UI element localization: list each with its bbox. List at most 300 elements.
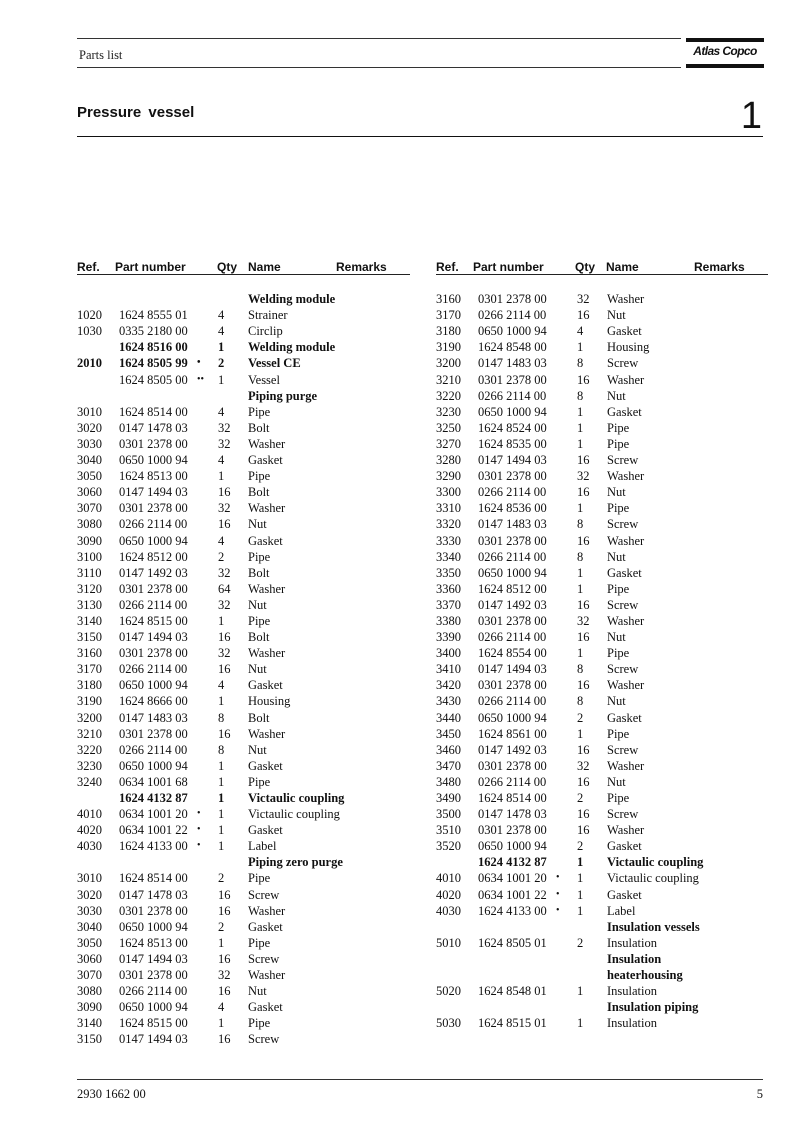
cell-name: Nut: [248, 742, 267, 757]
cell-ref: 3150: [77, 630, 102, 645]
cell-part-number: 0301 2378 00: [478, 613, 547, 628]
cell-part-number: 0147 1492 03: [478, 597, 547, 612]
cell-name: Washer: [607, 613, 645, 628]
cell-ref: 3130: [77, 597, 102, 612]
cell-ref: 3340: [436, 549, 461, 564]
cell-qty: 1: [218, 372, 225, 387]
cell-part-number: 1624 8512 00: [119, 549, 188, 564]
cell-qty: 2: [218, 871, 225, 886]
cell-part-number: 0301 2378 00: [119, 581, 188, 596]
cell-part-number: 0147 1483 03: [478, 356, 547, 371]
cell-name: Gasket: [248, 678, 283, 693]
col-header-qty: Qty: [217, 260, 238, 274]
table-row: [436, 565, 768, 581]
cell-name: Washer: [607, 533, 645, 548]
cell-name: Pipe: [248, 774, 271, 789]
cell-part-number: 0266 2114 00: [478, 308, 547, 323]
section-number: 1: [740, 95, 762, 137]
table-row: [77, 710, 410, 726]
cell-name: Pipe: [607, 726, 630, 741]
cell-part-number: 0147 1494 03: [119, 1032, 188, 1047]
table-row: [436, 951, 768, 967]
cell-part-number: 1624 8524 00: [478, 420, 547, 435]
cell-name: Nut: [248, 517, 267, 532]
cell-name: Nut: [607, 388, 626, 403]
cell-part-number: 0147 1492 03: [119, 565, 188, 580]
cell-qty: 1: [218, 791, 225, 805]
cell-qty: 4: [577, 324, 584, 339]
cell-ref: 3030: [77, 903, 102, 918]
table-row: [77, 951, 410, 967]
cell-part-number: 0301 2378 00: [478, 469, 547, 484]
cell-qty: 1: [218, 807, 225, 822]
table-row: [77, 806, 410, 822]
cell-part-number: 1624 8514 00: [478, 791, 547, 805]
cell-ref: 3320: [436, 517, 461, 532]
table-row: [436, 291, 768, 307]
cell-ref: 3220: [77, 742, 102, 757]
col-header-ref: Ref.: [436, 260, 459, 274]
cell-part-number: 0650 1000 94: [478, 565, 547, 580]
header-rule-top: [77, 38, 681, 39]
cell-part-number: 1624 4133 00: [478, 903, 547, 918]
cell-qty: 16: [577, 485, 590, 500]
cell-part-number: 0147 1478 03: [119, 887, 188, 902]
table-row: [436, 854, 768, 870]
cell-qty: 1: [577, 581, 584, 596]
cell-name: Washer: [607, 292, 645, 307]
table-row: [77, 1031, 410, 1047]
table-row: [436, 484, 768, 500]
cell-part-number: 0650 1000 94: [478, 710, 547, 725]
cell-ref: 3500: [436, 807, 461, 822]
table-row: [436, 806, 768, 822]
cell-ref: 3350: [436, 565, 461, 580]
cell-name: Gasket: [607, 887, 642, 902]
cell-part-number: 0266 2114 00: [478, 694, 547, 709]
cell-name: Washer: [607, 678, 645, 693]
table-row: [77, 822, 410, 838]
cell-qty: 32: [577, 758, 590, 773]
cell-qty: 8: [577, 549, 584, 564]
cell-name: Nut: [248, 984, 267, 999]
table-row: [77, 565, 410, 581]
cell-ref: 3430: [436, 694, 461, 709]
cell-name: Bolt: [248, 630, 270, 645]
cell-part-number: 0147 1483 03: [119, 710, 188, 725]
table-row: [436, 677, 768, 693]
cell-name: Strainer: [248, 308, 288, 323]
cell-marker: •: [197, 808, 201, 820]
cell-qty: 8: [577, 662, 584, 677]
cell-qty: 1: [577, 871, 584, 886]
cell-name: Welding module: [248, 292, 336, 307]
cell-qty: 16: [218, 485, 231, 500]
cell-part-number: 0634 1001 68: [119, 774, 188, 789]
cell-part-number: 0266 2114 00: [119, 517, 188, 532]
cell-part-number: 1624 8561 00: [478, 726, 547, 741]
cell-part-number: 0650 1000 94: [478, 324, 547, 339]
cell-qty: 32: [218, 968, 231, 983]
table-row: [436, 887, 768, 903]
table-row: [436, 919, 768, 935]
cell-ref: 4030: [436, 903, 461, 918]
cell-part-number: 1624 8535 00: [478, 436, 547, 451]
table-row: [77, 307, 410, 323]
table-row: [77, 919, 410, 935]
table-row: [77, 629, 410, 645]
table-row: [77, 726, 410, 742]
cell-ref: 3170: [436, 308, 461, 323]
cell-name: Pipe: [248, 469, 271, 484]
cell-qty: 16: [577, 742, 590, 757]
table-row: [77, 388, 410, 404]
cell-ref: 3330: [436, 533, 461, 548]
table-header-right: [436, 258, 768, 275]
cell-qty: 32: [218, 501, 231, 516]
cell-ref: 1020: [77, 308, 102, 323]
cell-part-number: 0650 1000 94: [478, 404, 547, 419]
cell-ref: 3110: [77, 565, 102, 580]
cell-name: Gasket: [248, 533, 283, 548]
cell-ref: 3190: [77, 694, 102, 709]
table-row: [436, 581, 768, 597]
parts-table-left: [77, 258, 410, 1048]
cell-name: Vessel CE: [248, 356, 301, 371]
cell-ref: 3230: [436, 404, 461, 419]
table-row: [77, 549, 410, 565]
table-row: [77, 323, 410, 339]
footer-rule: [77, 1079, 763, 1080]
cell-part-number: 0301 2378 00: [119, 436, 188, 451]
cell-name: Gasket: [607, 710, 642, 725]
cell-qty: 2: [218, 549, 225, 564]
cell-qty: 1: [577, 340, 584, 355]
cell-qty: 8: [577, 517, 584, 532]
cell-ref: 3080: [77, 984, 102, 999]
cell-qty: 1: [218, 340, 225, 355]
cell-name: Piping zero purge: [248, 855, 343, 870]
cell-part-number: 0147 1494 03: [119, 951, 188, 966]
cell-qty: 1: [218, 613, 225, 628]
cell-part-number: 0301 2378 00: [119, 646, 188, 661]
table-row: [77, 452, 410, 468]
cell-qty: 1: [218, 935, 225, 950]
table-row: [436, 661, 768, 677]
cell-ref: 3280: [436, 453, 461, 468]
cell-ref: 3010: [77, 871, 102, 886]
cell-qty: 32: [218, 420, 231, 435]
cell-marker: •: [556, 888, 560, 900]
cell-name: Nut: [607, 485, 626, 500]
cell-qty: 16: [218, 517, 231, 532]
cell-part-number: 0147 1494 03: [478, 453, 547, 468]
table-row: [436, 822, 768, 838]
cell-part-number: 0301 2378 00: [478, 823, 547, 838]
cell-part-number: 0147 1492 03: [478, 742, 547, 757]
table-row: [436, 452, 768, 468]
cell-ref: 3100: [77, 549, 102, 564]
table-row: [77, 790, 410, 806]
cell-part-number: 0650 1000 94: [119, 533, 188, 548]
cell-ref: 3040: [77, 453, 102, 468]
cell-qty: 1: [577, 501, 584, 516]
cell-name: Washer: [248, 581, 286, 596]
cell-ref: 3510: [436, 823, 461, 838]
cell-name: Screw: [248, 887, 280, 902]
cell-part-number: 0301 2378 00: [119, 501, 188, 516]
cell-marker: •: [556, 904, 560, 916]
cell-part-number: 1624 8513 00: [119, 469, 188, 484]
cell-name: Insulation: [607, 984, 657, 999]
brand-logo: [686, 38, 764, 68]
table-row: [77, 903, 410, 919]
table-row: [436, 742, 768, 758]
table-row: [436, 838, 768, 854]
cell-ref: 3370: [436, 597, 461, 612]
cell-ref: 3070: [77, 501, 102, 516]
cell-ref: 3080: [77, 517, 102, 532]
cell-name: Pipe: [248, 404, 271, 419]
cell-part-number: 1624 8515 01: [478, 1016, 547, 1031]
cell-ref: 4020: [436, 887, 461, 902]
cell-qty: 2: [577, 791, 584, 805]
cell-qty: 16: [577, 807, 590, 822]
cell-part-number: 0147 1494 03: [119, 630, 188, 645]
cell-part-number: 0301 2378 00: [119, 903, 188, 918]
cell-name: Nut: [607, 694, 626, 709]
parts-table-right: [436, 258, 768, 1031]
cell-name: Gasket: [607, 565, 642, 580]
col-header-part: Part number: [115, 260, 186, 274]
cell-qty: 8: [577, 694, 584, 709]
col-header-remarks: Remarks: [336, 260, 387, 274]
cell-name: Screw: [607, 517, 639, 532]
table-row: [77, 983, 410, 999]
table-row: [77, 870, 410, 886]
cell-part-number: 0147 1478 03: [478, 807, 547, 822]
cell-ref: 3140: [77, 613, 102, 628]
cell-name: Washer: [248, 903, 286, 918]
table-row: [436, 870, 768, 886]
table-row: [77, 854, 410, 870]
table-row: [436, 726, 768, 742]
cell-part-number: 1624 4132 87: [478, 855, 547, 870]
cell-name: Washer: [248, 726, 286, 741]
cell-qty: 1: [577, 1016, 584, 1031]
cell-name: Gasket: [248, 453, 283, 468]
cell-ref: 3180: [436, 324, 461, 339]
table-row: [436, 549, 768, 565]
cell-part-number: 0147 1483 03: [478, 517, 547, 532]
cell-ref: 3020: [77, 887, 102, 902]
cell-ref: 3160: [436, 292, 461, 307]
cell-qty: 32: [577, 613, 590, 628]
cell-qty: 1: [218, 774, 225, 789]
cell-name: Insulation piping: [607, 1000, 699, 1015]
cell-name: Pipe: [607, 581, 630, 596]
cell-part-number: 0266 2114 00: [478, 388, 547, 403]
cell-ref: 3390: [436, 630, 461, 645]
cell-name: Welding module: [248, 340, 336, 355]
cell-part-number: 1624 8512 00: [478, 581, 547, 596]
cell-qty: 64: [218, 581, 231, 596]
table-row: [436, 275, 768, 291]
cell-name: Victaulic coupling: [248, 791, 345, 805]
cell-part-number: 1624 8536 00: [478, 501, 547, 516]
cell-qty: 2: [577, 710, 584, 725]
col-header-part: Part number: [473, 260, 544, 274]
table-row: [77, 838, 410, 854]
cell-name: Housing: [248, 694, 291, 709]
cell-name: Vessel: [248, 372, 280, 387]
cell-qty: 16: [218, 887, 231, 902]
cell-qty: 16: [577, 774, 590, 789]
cell-ref: 3160: [77, 646, 102, 661]
cell-qty: 16: [218, 726, 231, 741]
cell-name: Housing: [607, 340, 650, 355]
cell-ref: 3220: [436, 388, 461, 403]
cell-part-number: 0650 1000 94: [119, 919, 188, 934]
cell-name: Screw: [607, 453, 639, 468]
cell-name: Pipe: [248, 549, 271, 564]
cell-ref: 3210: [436, 372, 461, 387]
cell-name: Bolt: [248, 710, 270, 725]
table-row: [436, 420, 768, 436]
cell-qty: 2: [218, 356, 225, 371]
cell-part-number: 1624 8515 00: [119, 613, 188, 628]
cell-qty: 1: [218, 694, 225, 709]
cell-name: Circlip: [248, 324, 283, 339]
cell-name: Pipe: [607, 501, 630, 516]
table-row: [77, 500, 410, 516]
cell-ref: 3200: [77, 710, 102, 725]
cell-qty: 32: [218, 436, 231, 451]
cell-qty: 16: [577, 678, 590, 693]
cell-part-number: 0650 1000 94: [119, 1000, 188, 1015]
cell-ref: 3050: [77, 935, 102, 950]
cell-part-number: 1624 4133 00: [119, 839, 188, 854]
table-row: [436, 967, 768, 983]
cell-name: Nut: [607, 630, 626, 645]
cell-name: Screw: [607, 597, 639, 612]
cell-qty: 32: [218, 597, 231, 612]
table-row: [77, 355, 410, 371]
cell-part-number: 0301 2378 00: [119, 726, 188, 741]
cell-part-number: 0266 2114 00: [478, 485, 547, 500]
cell-ref: 3060: [77, 951, 102, 966]
table-row: [77, 436, 410, 452]
cell-name: Pipe: [607, 791, 630, 805]
cell-part-number: 0301 2378 00: [478, 678, 547, 693]
cell-qty: 1: [218, 823, 225, 838]
cell-part-number: 0147 1494 03: [119, 485, 188, 500]
cell-qty: 16: [218, 630, 231, 645]
cell-part-number: 1624 8514 00: [119, 404, 188, 419]
table-row: [436, 468, 768, 484]
table-row: [436, 388, 768, 404]
cell-name: Gasket: [607, 404, 642, 419]
cell-ref: 3440: [436, 710, 461, 725]
cell-qty: 1: [577, 436, 584, 451]
cell-part-number: 1624 8513 00: [119, 935, 188, 950]
table-row: [77, 516, 410, 532]
cell-ref: 3360: [436, 581, 461, 596]
cell-name: Screw: [607, 356, 639, 371]
cell-part-number: 1624 8666 00: [119, 694, 188, 709]
cell-part-number: 1624 8548 01: [478, 984, 547, 999]
title-rule: [77, 136, 763, 137]
table-row: [77, 613, 410, 629]
cell-name: Insulation: [607, 951, 662, 966]
cell-part-number: 0266 2114 00: [478, 630, 547, 645]
cell-qty: 32: [218, 565, 231, 580]
table-row: [436, 307, 768, 323]
rows-right: [436, 275, 768, 1031]
cell-part-number: 0650 1000 94: [119, 678, 188, 693]
table-row: [77, 404, 410, 420]
table-row: [77, 533, 410, 549]
cell-name: Washer: [248, 501, 286, 516]
table-row: [436, 693, 768, 709]
table-row: [77, 372, 410, 388]
footer-doc-number: 2930 1662 00: [77, 1087, 146, 1101]
cell-name: Victaulic coupling: [248, 807, 340, 822]
cell-name: Gasket: [248, 758, 283, 773]
col-header-name: Name: [248, 260, 281, 274]
cell-part-number: 0147 1494 03: [478, 662, 547, 677]
table-row: [436, 339, 768, 355]
cell-part-number: 1624 4132 87: [119, 791, 188, 805]
cell-part-number: 0634 1001 22: [119, 823, 188, 838]
cell-part-number: 1624 8505 01: [478, 935, 547, 950]
cell-name: Victaulic coupling: [607, 855, 704, 870]
cell-qty: 8: [218, 710, 225, 725]
table-row: [436, 372, 768, 388]
table-row: [436, 355, 768, 371]
cell-qty: 16: [218, 951, 231, 966]
cell-name: Label: [607, 903, 636, 918]
section-title: Pressure vessel: [77, 104, 195, 121]
cell-ref: 3420: [436, 678, 461, 693]
table-row: [77, 1015, 410, 1031]
cell-name: Bolt: [248, 420, 270, 435]
cell-ref: 3410: [436, 662, 461, 677]
col-header-ref: Ref.: [77, 260, 100, 274]
cell-qty: 16: [577, 823, 590, 838]
cell-part-number: 0266 2114 00: [478, 549, 547, 564]
cell-part-number: 0301 2378 00: [478, 372, 547, 387]
cell-ref: 3520: [436, 839, 461, 854]
cell-ref: 3250: [436, 420, 461, 435]
cell-qty: 16: [218, 984, 231, 999]
cell-qty: 1: [577, 404, 584, 419]
cell-name: Nut: [607, 308, 626, 323]
cell-part-number: 1624 8505 99: [119, 356, 188, 371]
cell-ref: 3060: [77, 485, 102, 500]
cell-ref: 3460: [436, 742, 461, 757]
cell-name: Insulation: [607, 935, 657, 950]
cell-ref: 3490: [436, 791, 461, 805]
cell-qty: 1: [218, 1016, 225, 1031]
table-row: [77, 484, 410, 500]
col-header-remarks: Remarks: [694, 260, 745, 274]
cell-ref: 3090: [77, 1000, 102, 1015]
cell-marker: •: [197, 840, 201, 852]
cell-name: Nut: [607, 774, 626, 789]
cell-ref: 3140: [77, 1016, 102, 1031]
cell-qty: 1: [577, 565, 584, 580]
